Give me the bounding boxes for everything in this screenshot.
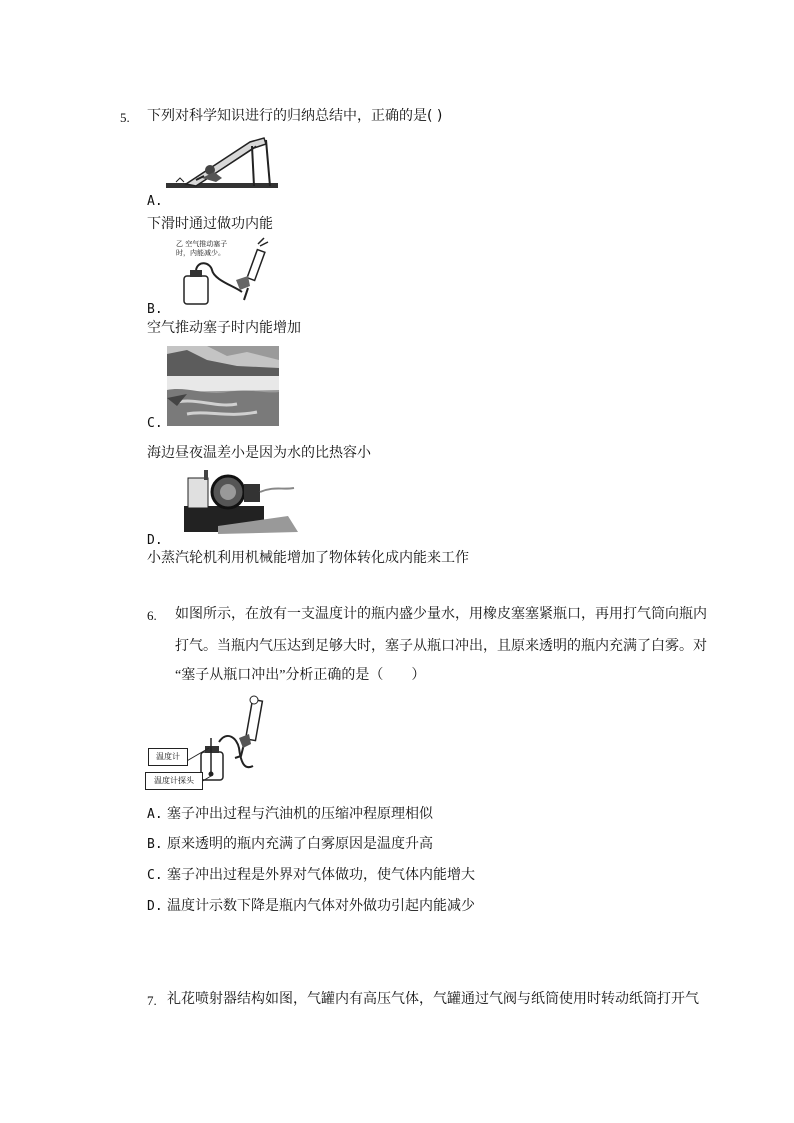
q7-line-1: 礼花喷射器结构如图，气罐内有高压气体，气罐通过气阀与纸筒使用时转动纸筒打开气: [167, 991, 699, 1007]
q5-option-d-letter: D.: [147, 533, 163, 548]
q5-option-c-text: 海边昼夜温差小是因为水的比热容小: [147, 445, 371, 461]
q6-option-b-letter: B.: [147, 837, 163, 852]
q6-option-b-text: 原来透明的瓶内充满了白雾原因是温度升高: [167, 836, 433, 852]
q6-line-3: “塞子从瓶口冲出”分析正确的是（ ）: [175, 668, 426, 683]
q5-option-d-text: 小蒸汽轮机利用机械能增加了物体转化成内能来工作: [147, 550, 469, 566]
figure-b-caption-1: 乙 空气推动塞子: [176, 240, 228, 248]
q5-number: 5.: [120, 110, 130, 125]
q6-line-2: 打气。当瓶内气压达到足够大时，塞子从瓶口冲出，且原来透明的瓶内充满了白雾。对: [175, 638, 707, 654]
q6-number: 6.: [147, 608, 157, 623]
figure-b-caption-2: 时，内能减少。: [176, 249, 225, 257]
q7-number: 7.: [147, 993, 157, 1008]
slide-figure: [166, 134, 278, 192]
q5-option-b-text: 空气推动塞子时内能增加: [147, 320, 301, 336]
probe-label: 温度计探头: [145, 772, 203, 790]
q6-option-d-letter: D.: [147, 899, 163, 914]
q6-option-c-letter: C.: [147, 868, 163, 883]
q6-option-a-text: 塞子冲出过程与汽油机的压缩冲程原理相似: [167, 806, 433, 822]
q5-option-b-letter: B.: [147, 302, 163, 317]
q6-line-1: 如图所示，在放有一支温度计的瓶内盛少量水，用橡皮塞塞紧瓶口，再用打气筒向瓶内: [175, 606, 707, 622]
q6-option-d-text: 温度计示数下降是瓶内气体对外做功引起内能减少: [167, 898, 475, 914]
seaside-photo: [167, 346, 279, 426]
steam-turbine-photo: [178, 466, 302, 536]
q5-option-a-letter: A.: [147, 194, 163, 209]
q5-stem: 下列对科学知识进行的归纳总结中，正确的是( ): [147, 108, 443, 124]
flask-pump-figure: [174, 236, 274, 306]
thermometer-bottle-figure: [145, 694, 285, 794]
q6-option-c-text: 塞子冲出过程是外界对气体做功，使气体内能增大: [167, 867, 475, 883]
thermometer-label: 温度计: [148, 748, 188, 766]
q6-option-a-letter: A.: [147, 807, 163, 822]
q5-option-c-letter: C.: [147, 416, 163, 431]
q5-option-a-text: 下滑时通过做功内能: [147, 216, 273, 232]
